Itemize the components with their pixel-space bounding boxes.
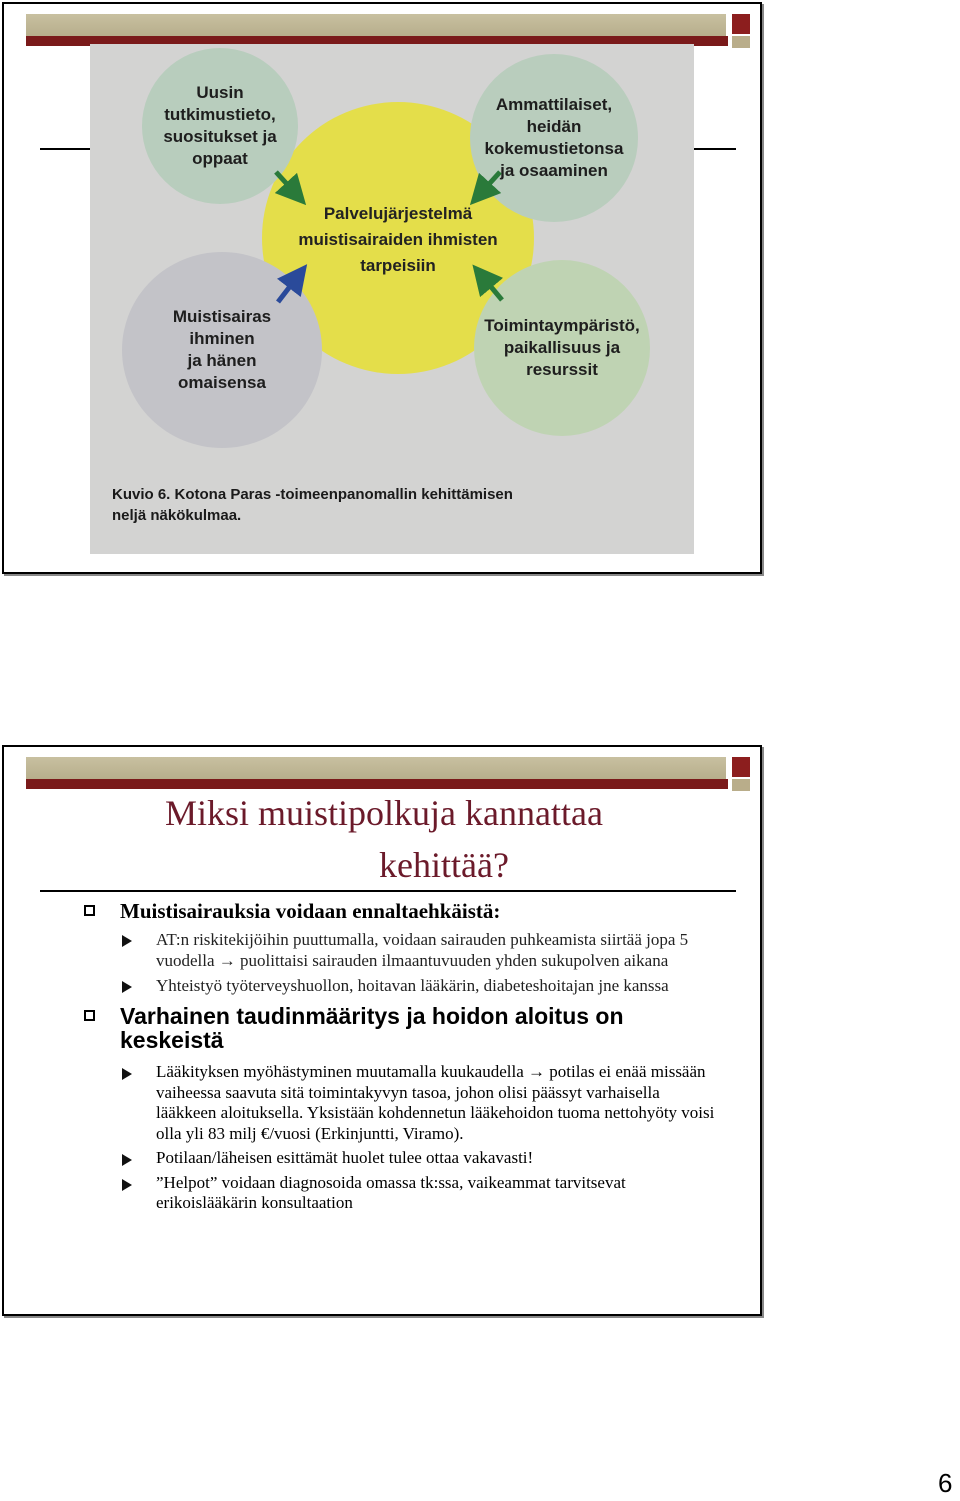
bl-line-4: omaisensa	[178, 373, 266, 392]
arrow-top-right-icon	[480, 172, 500, 194]
slide-content	[4, 895, 760, 1214]
sub-bullet-text: Yhteistyö työterveyshuollon, hoitavan lääkärin, diabeteshoitajan jne kanssa	[156, 976, 669, 995]
caption-line-2: neljä näkökulmaa.	[112, 507, 242, 524]
sub-bullet	[4, 975, 760, 996]
bullet-text: Muistisairauksia voidaan ennaltaehkäistä:	[120, 899, 501, 923]
br-line-2: paikallisuus ja	[503, 338, 621, 357]
br-line-1: Toimintaympäristö,	[484, 316, 640, 335]
bullet-prevention	[4, 899, 760, 923]
four-perspectives-figure	[90, 44, 694, 554]
header-band-light	[26, 14, 726, 36]
slide-header-bar	[26, 14, 748, 48]
slide-header-bar	[26, 757, 748, 791]
header-square-red	[732, 14, 750, 34]
bullet-text: Varhainen taudinmääritys ja hoidon aloitus on keskeistä	[120, 1003, 624, 1053]
sub-bullet-text: Potilaan/läheisen esittämät huolet tulee ottaa vakavasti!	[156, 1148, 534, 1167]
sub-bullet	[4, 929, 760, 971]
tl-line-2: tutkimustieto,	[164, 105, 276, 124]
tr-line-1: Ammattilaiset,	[495, 95, 613, 114]
bl-line-2: ihminen	[189, 329, 255, 348]
title-line-2: kehittää?	[379, 845, 509, 885]
triangle-bullet-icon	[122, 1068, 132, 1080]
triangle-bullet-icon	[122, 981, 132, 993]
sub-bullet-text: ”Helpot” voidaan diagnosoida omassa tk:ssa, vaikeammat tarvitsevat erikoislääkärin konsultaation	[156, 1172, 626, 1212]
hollow-square-bullet-icon	[84, 905, 95, 916]
bl-line-1: Muistisairas	[172, 307, 272, 326]
arrows-layer	[90, 44, 694, 554]
figure-caption	[112, 484, 672, 526]
arrow-bottom-right-icon	[482, 276, 502, 300]
header-band-light	[26, 757, 726, 779]
triangle-bullet-icon	[122, 1179, 132, 1191]
slide-2	[2, 745, 762, 1316]
tr-line-3: kokemustietonsa	[484, 139, 624, 158]
center-line-3: tarpeisiin	[360, 256, 436, 275]
sub-bullet	[4, 1148, 760, 1169]
arrow-top-left-icon	[276, 172, 296, 194]
triangle-bullet-icon	[122, 935, 132, 947]
tl-line-4: oppaat	[192, 149, 248, 168]
center-line-1: Palvelujärjestelmä	[323, 204, 473, 223]
bullet-early-diagnosis	[4, 1004, 760, 1052]
sub-bullet	[4, 1062, 760, 1144]
slide-title	[124, 787, 644, 891]
page-number: 6	[938, 1468, 953, 1498]
sub-bullet-text: AT:n riskitekijöihin puuttumalla, voidaan sairauden puhkeamista siirtää jopa 5 vuodella → puolittaisi sairauden ilmaantuvuuden yhden sukupolven aikana	[156, 930, 689, 970]
arrow-bottom-left-icon	[278, 276, 298, 302]
slide-1	[2, 2, 762, 574]
sub-bullet	[4, 1173, 760, 1214]
center-line-2: muistisairaiden ihmisten	[298, 230, 498, 249]
caption-line-1: Kuvio 6. Kotona Paras -toimeenpanomallin kehittämisen	[112, 486, 513, 503]
header-square-red	[732, 757, 750, 777]
title-rule	[40, 890, 736, 892]
tl-line-1: Uusin	[196, 83, 244, 102]
title-line-1: Miksi muistipolkuja kannattaa	[165, 793, 603, 833]
tr-line-4: ja osaaminen	[500, 161, 608, 180]
header-square-tan	[732, 779, 750, 791]
tl-line-3: suositukset ja	[163, 127, 277, 146]
sub-bullet-text: Lääkityksen myöhästyminen muutamalla kuukaudella → potilas ei enää missään vaiheessa saavuta sitä toimintakyvyn tasoa, johon olisi päässyt varhaisella lääkkeen aloituksella. Yksistään kohdennetun lääkehoidon tuoma nettohyöty voisi olla yli 83 milj €/vuosi (Erkinjuntti, Viramo).	[156, 1062, 715, 1143]
header-square-tan	[732, 36, 750, 48]
triangle-bullet-icon	[122, 1154, 132, 1166]
br-line-3: resurssit	[526, 360, 598, 379]
tr-line-2: heidän	[526, 117, 582, 136]
hollow-square-bullet-icon	[84, 1010, 95, 1021]
bl-line-3: ja hänen	[187, 351, 257, 370]
title-rule-right	[694, 148, 736, 150]
title-rule-left	[40, 148, 92, 150]
